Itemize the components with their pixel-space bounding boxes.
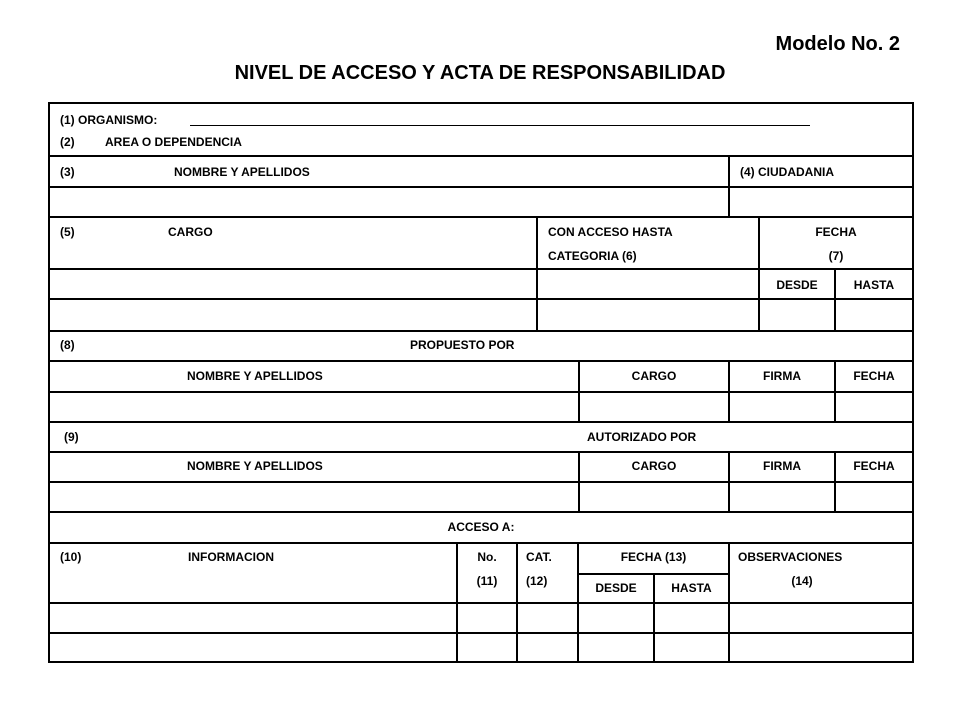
autorizado-fecha-input[interactable] bbox=[836, 483, 912, 511]
no-number: (11) bbox=[476, 574, 498, 588]
nombre-input-cell[interactable] bbox=[50, 188, 728, 216]
informacion-number: (10) bbox=[60, 550, 82, 564]
acceso-categoria-line2: CATEGORIA (6) bbox=[548, 249, 637, 263]
area-label: AREA O DEPENDENCIA bbox=[105, 135, 242, 149]
nombre-label: NOMBRE Y APELLIDOS bbox=[174, 165, 310, 179]
autorizado-fecha-header: FECHA bbox=[853, 459, 895, 473]
row-divider bbox=[50, 511, 912, 513]
categoria-input-cell[interactable] bbox=[538, 270, 758, 330]
ciudadania-label: (4) CIUDADANIA bbox=[740, 165, 834, 179]
area-number: (2) bbox=[60, 135, 75, 149]
row-divider bbox=[50, 451, 912, 453]
nombre-number: (3) bbox=[60, 165, 75, 179]
propuesto-fecha-input[interactable] bbox=[836, 393, 912, 421]
organismo-underline bbox=[190, 125, 810, 126]
responsibility-form bbox=[48, 102, 914, 663]
ciudadania-input-cell[interactable] bbox=[730, 188, 912, 216]
acceso-label: ACCESO A: bbox=[447, 520, 515, 534]
autorizado-cargo-header: CARGO bbox=[631, 459, 677, 473]
row-divider bbox=[50, 360, 912, 362]
autorizado-number: (9) bbox=[64, 430, 79, 444]
hasta-header: HASTA bbox=[853, 278, 895, 292]
model-number: Modelo No. 2 bbox=[775, 33, 900, 55]
propuesto-firma-input[interactable] bbox=[730, 393, 834, 421]
cargo-label: CARGO bbox=[168, 225, 213, 239]
desde-header: DESDE bbox=[776, 278, 818, 292]
propuesto-label: PROPUESTO POR bbox=[410, 338, 515, 352]
propuesto-firma-header: FIRMA bbox=[763, 369, 801, 383]
autorizado-nombre-input[interactable] bbox=[50, 483, 578, 511]
acceso-desde-header: DESDE bbox=[595, 581, 637, 595]
observaciones-number: (14) bbox=[791, 574, 813, 588]
cargo-input-cell[interactable] bbox=[50, 270, 536, 330]
no-header: No. bbox=[477, 550, 497, 564]
propuesto-cargo-input[interactable] bbox=[580, 393, 728, 421]
autorizado-firma-input[interactable] bbox=[730, 483, 834, 511]
desde-input-cell[interactable] bbox=[760, 300, 834, 330]
cargo-number: (5) bbox=[60, 225, 75, 239]
propuesto-nombre-input[interactable] bbox=[50, 393, 578, 421]
autorizado-firma-header: FIRMA bbox=[763, 459, 801, 473]
acceso-row-2[interactable] bbox=[50, 634, 912, 661]
acceso-categoria-line1: CON ACCESO HASTA bbox=[548, 225, 673, 239]
cat-number: (12) bbox=[526, 574, 548, 588]
propuesto-nombre-header: NOMBRE Y APELLIDOS bbox=[187, 369, 323, 383]
propuesto-fecha-header: FECHA bbox=[853, 369, 895, 383]
informacion-label: INFORMACION bbox=[188, 550, 274, 564]
fecha-13-header: FECHA (13) bbox=[620, 550, 687, 564]
fecha-number: (7) bbox=[828, 249, 844, 263]
acceso-hasta-header: HASTA bbox=[671, 581, 712, 595]
row-divider bbox=[50, 542, 912, 544]
row-divider bbox=[50, 155, 912, 157]
propuesto-number: (8) bbox=[60, 338, 75, 352]
autorizado-cargo-input[interactable] bbox=[580, 483, 728, 511]
propuesto-cargo-header: CARGO bbox=[631, 369, 677, 383]
form-title: NIVEL DE ACCESO Y ACTA DE RESPONSABILIDAD bbox=[234, 62, 726, 84]
organismo-label: (1) ORGANISMO: bbox=[60, 113, 158, 127]
row-divider bbox=[50, 421, 912, 423]
row-divider bbox=[50, 330, 912, 332]
cat-header: CAT. bbox=[526, 550, 552, 564]
autorizado-nombre-header: NOMBRE Y APELLIDOS bbox=[187, 459, 323, 473]
acceso-row-1[interactable] bbox=[50, 604, 912, 632]
fecha-header: FECHA bbox=[815, 225, 857, 239]
observaciones-header: OBSERVACIONES bbox=[738, 550, 843, 564]
row-divider bbox=[50, 216, 912, 218]
hasta-input-cell[interactable] bbox=[836, 300, 912, 330]
autorizado-label: AUTORIZADO POR bbox=[587, 430, 697, 444]
